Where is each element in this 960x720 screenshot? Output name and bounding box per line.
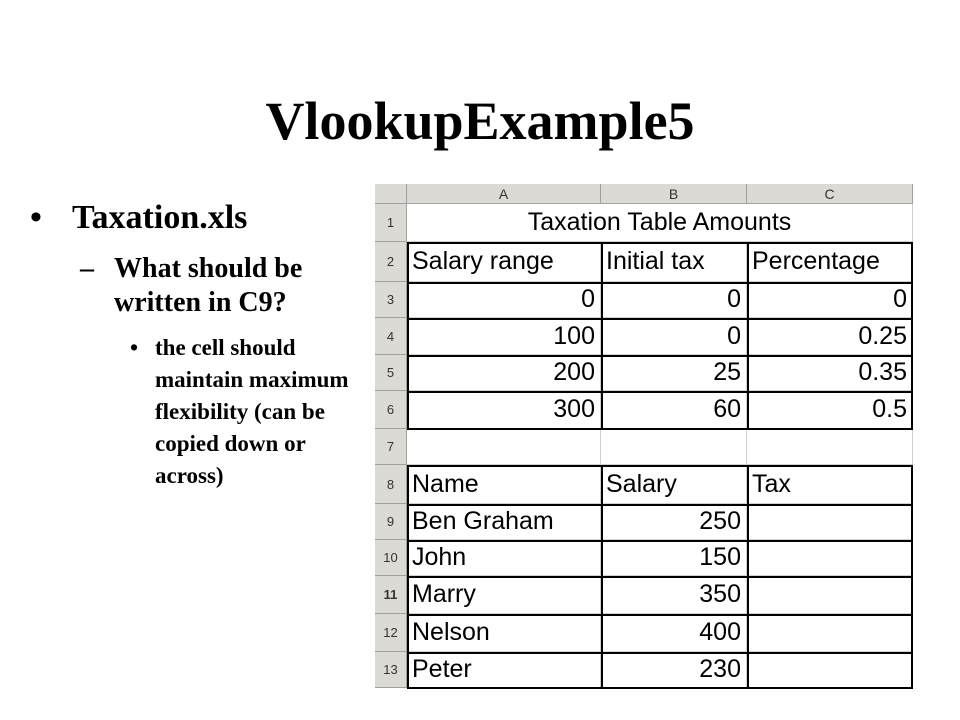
column-header-a[interactable]: A	[407, 184, 601, 204]
empty-cell[interactable]	[747, 429, 913, 465]
name-cell[interactable]: Peter	[407, 652, 601, 688]
rate-cell[interactable]: 25	[601, 355, 747, 391]
rate-cell[interactable]: 0	[601, 318, 747, 355]
header-cell[interactable]: Name	[407, 465, 601, 504]
bullet-text-hint: the cell should maintain maximum flexibility (can be copied down or across)	[155, 335, 349, 488]
name-cell[interactable]: John	[407, 540, 601, 576]
rate-cell[interactable]: 0	[601, 282, 747, 318]
empty-cell[interactable]	[601, 429, 747, 465]
rate-cell[interactable]: 0.25	[747, 318, 913, 355]
table-border	[407, 318, 913, 320]
table-border	[407, 428, 913, 430]
salary-cell[interactable]: 400	[601, 614, 747, 652]
table-border	[407, 391, 913, 393]
table-border	[407, 242, 913, 244]
row-header-13[interactable]: 13	[375, 652, 407, 688]
row-header-2[interactable]: 2	[375, 242, 407, 282]
select-all-corner[interactable]	[375, 184, 407, 204]
rate-cell[interactable]: 0	[747, 282, 913, 318]
row-header-3[interactable]: 3	[375, 282, 407, 318]
column-header-c[interactable]: C	[747, 184, 913, 204]
header-cell[interactable]: Percentage	[747, 242, 913, 282]
table-border	[407, 504, 913, 506]
bullet-mark: •	[130, 335, 139, 360]
table-border	[911, 242, 913, 429]
table-border	[407, 465, 913, 467]
salary-cell[interactable]: 230	[601, 652, 747, 688]
bullet-level1	[30, 198, 360, 238]
table-border	[407, 282, 913, 284]
header-cell[interactable]: Tax	[747, 465, 913, 504]
rate-cell[interactable]: 0	[407, 282, 601, 318]
rate-cell[interactable]: 300	[407, 391, 601, 429]
row-header-8[interactable]: 8	[375, 465, 407, 504]
header-cell[interactable]: Salary	[601, 465, 747, 504]
rate-cell[interactable]: 0.35	[747, 355, 913, 391]
empty-cell[interactable]	[407, 429, 601, 465]
bullet-text-file: Taxation.xls	[72, 199, 248, 236]
table-border	[407, 540, 913, 542]
table-border	[407, 652, 913, 654]
tax-cell[interactable]	[747, 540, 913, 576]
rate-cell[interactable]: 100	[407, 318, 601, 355]
bullet-level3	[30, 332, 355, 492]
name-cell[interactable]: Nelson	[407, 614, 601, 652]
row-header-4[interactable]: 4	[375, 318, 407, 355]
bullet-mark: •	[30, 199, 42, 236]
table-title-cell[interactable]: Taxation Table Amounts	[407, 204, 913, 242]
row-header-9[interactable]: 9	[375, 504, 407, 540]
rate-cell[interactable]: 0.5	[747, 391, 913, 429]
tax-cell[interactable]	[747, 614, 913, 652]
row-header-10[interactable]: 10	[375, 540, 407, 576]
bullet-text-question: What should be written in C9?	[114, 253, 303, 318]
row-header-6[interactable]: 6	[375, 391, 407, 429]
table-border	[407, 355, 913, 357]
row-header-1[interactable]: 1	[375, 204, 407, 242]
tax-cell[interactable]	[747, 652, 913, 688]
name-cell[interactable]: Marry	[407, 576, 601, 614]
row-header-11[interactable]: 11	[375, 576, 407, 614]
table-border	[601, 242, 603, 429]
name-cell[interactable]: Ben Graham	[407, 504, 601, 540]
salary-cell[interactable]: 150	[601, 540, 747, 576]
header-cell[interactable]: Salary range	[407, 242, 601, 282]
tax-cell[interactable]	[747, 576, 913, 614]
table-border	[407, 687, 913, 689]
header-cell[interactable]: Initial tax	[601, 242, 747, 282]
salary-cell[interactable]: 250	[601, 504, 747, 540]
tax-cell[interactable]	[747, 504, 913, 540]
dash-mark: –	[80, 253, 94, 284]
table-border	[601, 465, 603, 688]
salary-cell[interactable]: 350	[601, 576, 747, 614]
bullet-level2	[30, 252, 360, 320]
table-border	[407, 614, 913, 616]
row-header-12[interactable]: 12	[375, 614, 407, 652]
row-header-5[interactable]: 5	[375, 355, 407, 391]
rate-cell[interactable]: 60	[601, 391, 747, 429]
table-border	[407, 465, 409, 688]
table-border	[407, 242, 409, 429]
table-border	[911, 465, 913, 688]
table-border	[747, 242, 749, 429]
spreadsheet	[375, 184, 913, 690]
bullet-list	[30, 198, 360, 492]
slide-title: VlookupExample5	[265, 91, 695, 151]
table-border	[747, 465, 749, 688]
column-header-b[interactable]: B	[601, 184, 747, 204]
table-border	[407, 576, 913, 578]
row-header-7[interactable]: 7	[375, 429, 407, 465]
rate-cell[interactable]: 200	[407, 355, 601, 391]
